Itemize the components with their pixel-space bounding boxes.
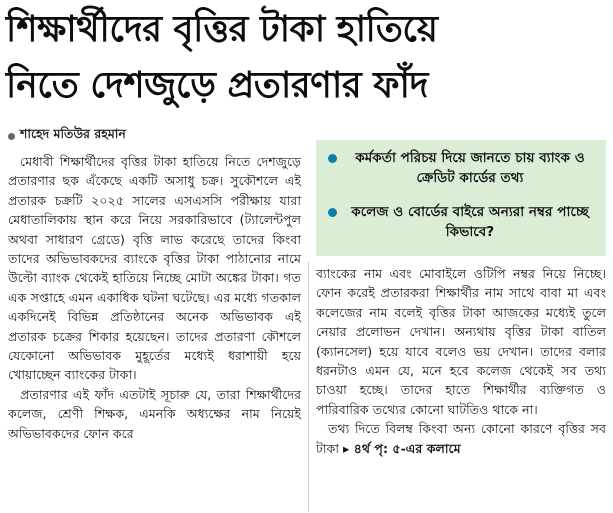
column-divider: [308, 262, 309, 512]
byline-bullet-icon: [8, 133, 15, 140]
continuation-text: ৪র্থ পৃ: ৫-এর কলামে: [353, 440, 461, 456]
body-paragraph: ব্যাংকের নাম এবং মোবাইলে ওটিপি নম্বর নিয়ে নিচ্ছে। ফোন করেই প্রতারকরা শিক্ষার্থীর নাম সাথে বাবা মা এবং কলেজের নাম বলেই বৃত্তির টাকা আজকের মধ্যেই তুলে নেয়ার প্রলোভন দেখান। অন্যথায় বৃত্তির টাকা বাতিল (ক্যানসেল) হয়ে যাবে বলেও ভয় দেখান। তাদের বলার ধরনটাও এমন যে, মনে হবে কলেজ থেকেই সব তথ্য চাওয়া হচ্ছে। তাদের হাতে শিক্ষার্থীর ব্যক্তিগত ও পারিবারিক তথ্যের কোনো ঘাটতিও থাকে না।: [316, 266, 606, 417]
headline: [6, 2, 606, 114]
highlight-text: কলেজ ও বোর্ডের বাইরে অন্যরা নম্বর পাচ্ছে কিভাবে?: [351, 204, 589, 240]
article-body-right: [316, 264, 606, 458]
headline-line-2: নিতে দেশজুড়ে প্রতারণার ফাঁদ: [6, 65, 428, 106]
highlight-text: কর্মকর্তা পরিচয় দিয়ে জানতে চায় ব্যাংক ও ক্রেডিট কার্ডের তথ্য: [355, 150, 585, 186]
continuation-link[interactable]: ▸ ৪র্থ পৃ: ৫-এর কলামে: [343, 440, 461, 456]
body-paragraph: প্রতারণার এই ফাঁদ এতটাই সূচারু যে, তারা শিক্ষার্থীদের কলেজ, শ্রেণী শিক্ষক, এমনকি অধ্যক্ষের নাম নিয়েই অভিভাবকদের ফোন করে: [8, 386, 301, 441]
article-body-left: [8, 152, 301, 443]
bullet-icon: [328, 208, 337, 217]
body-paragraph: [316, 419, 606, 458]
bullet-icon: [328, 154, 337, 163]
body-text: তথ্য দিতে বিলম্ব কিংবা অন্য কোনো কারণে বৃত্তির সব টাকা: [316, 421, 606, 456]
highlight-box: [316, 140, 606, 256]
byline-author: শাহেদ মতিউর রহমান: [20, 126, 126, 141]
byline: [8, 126, 126, 146]
highlight-item: [324, 202, 598, 242]
body-paragraph: মেধাবী শিক্ষার্থীদের বৃত্তির টাকা হাতিয়ে নিতে দেশজুড়ে প্রতারণার ছক এঁকেছে একটি অসাধু চক্র। সুকৌশলে এই প্রতারক চক্রটি ২০২৫ সালের এসএসসি পরীক্ষায় যারা মেধাতালিকায় স্থান করে নিয়ে সরকারিভাবে (ট্যালেন্টপুল অথবা সাধারণ গ্রেডে) বৃত্তি লাভ করেছে তাদের কিংবা তাদের অভিভাবকদের ব্যাংকে বৃত্তির টাকা পাঠানোর নামে উল্টো ব্যাংক থেকেই হাতিয়ে নিচ্ছে মোটা অঙ্কের টাকা। গত এক সপ্তাহে এমন একাধিক ঘটনা ঘটেছে। এর মধ্যে গতকাল একদিনেই বিভিন্ন প্রতিষ্ঠানের অনেক অভিভাবক এই প্রতারক চক্রের শিকার হয়েছেন। তাদের প্রতারণা কৌশলে যেকোনো অভিভাবক মুহূর্তের মধ্যেই ধরাশায়ী হয়ে খোয়াচ্ছেন ব্যাংকের টাকা।: [8, 154, 301, 383]
highlight-item: [324, 148, 598, 188]
headline-line-1: শিক্ষার্থীদের বৃত্তির টাকা হাতিয়ে: [6, 9, 438, 50]
